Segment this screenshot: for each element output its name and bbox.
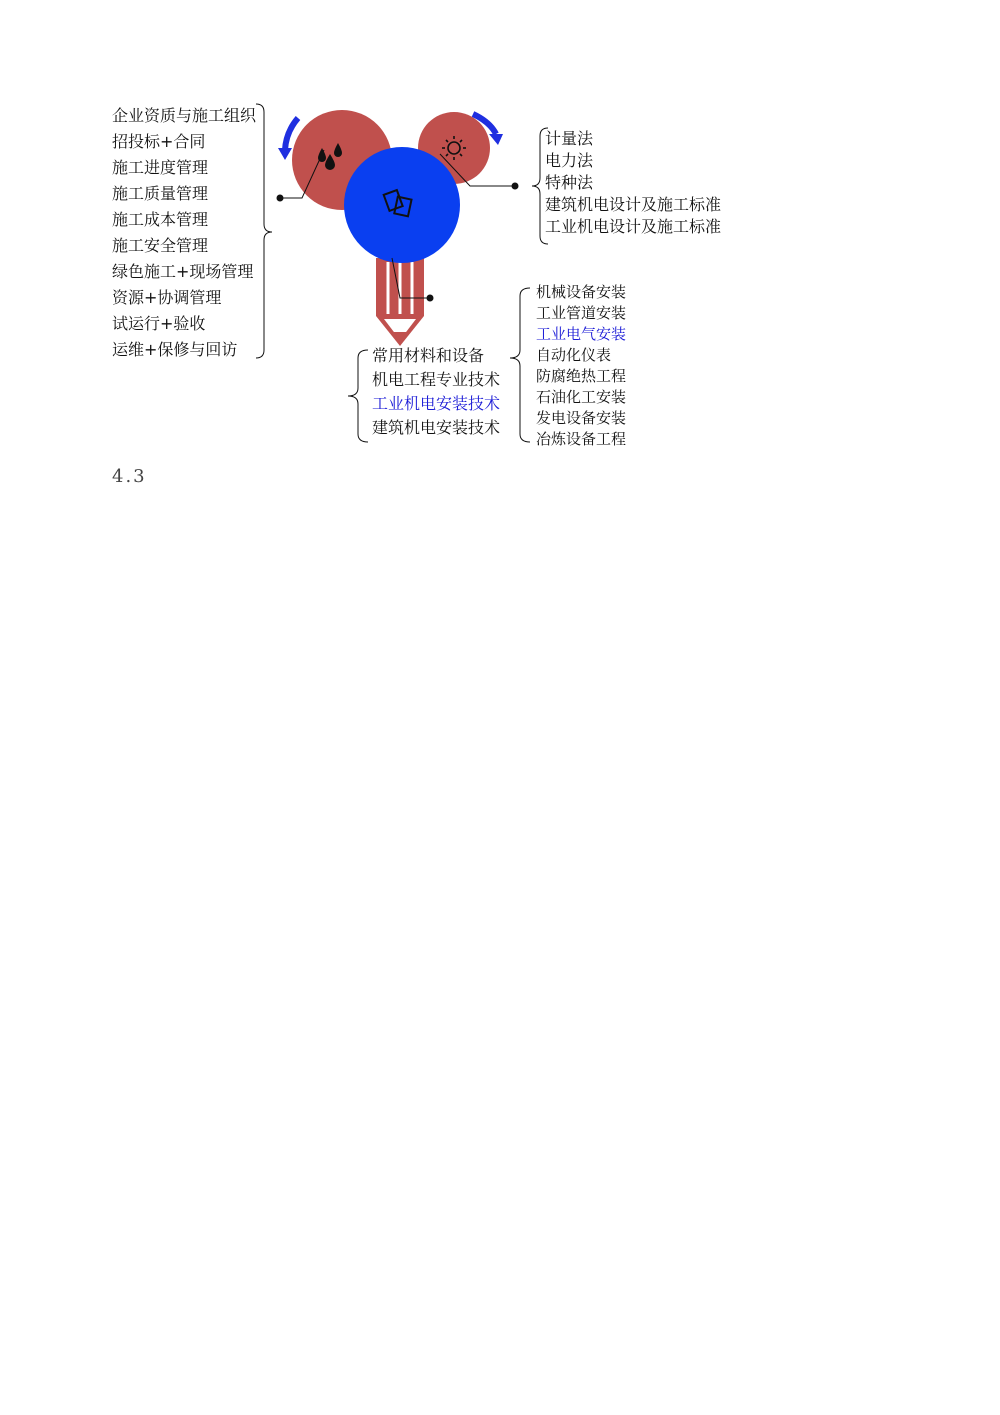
list-item: 试运行+验收: [112, 314, 206, 333]
list-item: 建筑机电设计及施工标准: [545, 195, 722, 214]
list-item: 特种法: [545, 173, 594, 192]
regulations-list: [545, 128, 721, 238]
list-item: 电力法: [545, 151, 594, 170]
list-item: 常用材料和设备: [372, 346, 485, 365]
list-item: 运维+保修与回访: [112, 340, 238, 359]
list-item: 施工质量管理: [112, 184, 209, 203]
technology-list: [372, 344, 500, 440]
list-item: 自动化仪表: [536, 346, 612, 364]
list-item: 计量法: [545, 129, 594, 148]
list-item: 施工进度管理: [112, 158, 209, 177]
list-item: 防腐绝热工程: [536, 367, 627, 385]
list-item: 施工成本管理: [112, 210, 209, 229]
list-item: 企业资质与施工组织: [112, 106, 257, 125]
list-item: 建筑机电安装技术: [372, 418, 501, 437]
list-item: 工业管道安装: [536, 304, 627, 322]
section-number: 4.3: [112, 466, 147, 487]
list-item: 机械设备安装: [536, 283, 627, 301]
list-item: 招投标+合同: [112, 132, 206, 151]
list-item-highlighted: 工业电气安装: [536, 325, 627, 343]
list-item: 机电工程专业技术: [372, 370, 501, 389]
installation-list: [536, 282, 626, 450]
list-item-highlighted: 工业机电安装技术: [372, 394, 501, 413]
list-item: 发电设备安装: [536, 409, 627, 427]
list-item: 石油化工安装: [536, 388, 627, 406]
list-item: 绿色施工+现场管理: [112, 262, 254, 281]
list-item: 施工安全管理: [112, 236, 209, 255]
list-item: 资源+协调管理: [112, 288, 222, 307]
list-item: 冶炼设备工程: [536, 430, 627, 448]
pencil-icon: [376, 258, 424, 346]
list-item: 工业机电设计及施工标准: [545, 217, 722, 236]
management-list: [112, 103, 256, 363]
